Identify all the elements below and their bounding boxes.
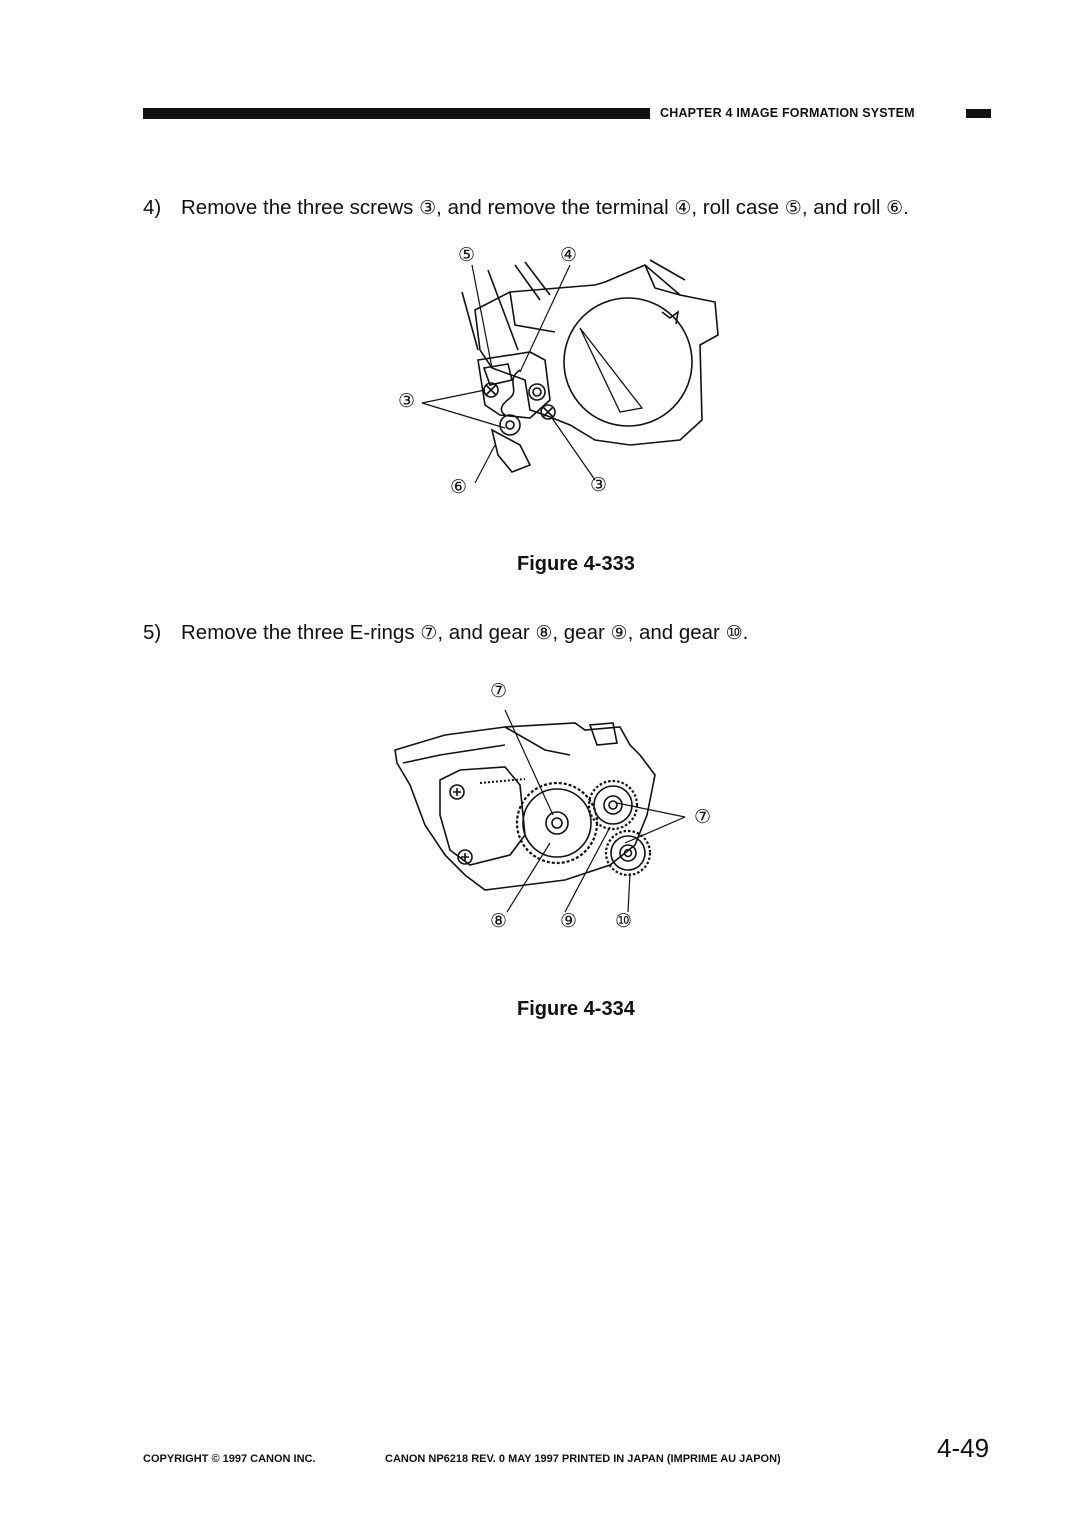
- callout-5-label: ⑤: [458, 244, 476, 266]
- callout-9-label: ⑨: [560, 910, 578, 932]
- callout-ref: ⑦: [420, 622, 438, 644]
- step-text: .: [742, 621, 749, 644]
- figure-roll-case-assembly: [380, 240, 730, 500]
- step-number: 4): [143, 196, 162, 219]
- callout-ref: ④: [674, 197, 692, 219]
- callout-4-label: ④: [560, 244, 578, 266]
- header-rule-right: [966, 109, 991, 118]
- page-number: 4-49: [937, 1433, 990, 1463]
- step-number: 5): [143, 621, 162, 644]
- header-rule-left: [143, 108, 650, 119]
- step-text: Remove the three E-rings: [181, 621, 421, 644]
- callout-8-label: ⑧: [490, 910, 508, 932]
- callout-ref: ⑩: [725, 622, 743, 644]
- figure-caption: Figure 4-333: [517, 553, 635, 575]
- step-text: , and gear: [437, 621, 536, 644]
- chapter-title: CHAPTER 4 IMAGE FORMATION SYSTEM: [660, 106, 915, 120]
- callout-3-label: ③: [590, 474, 608, 496]
- footer-copyright: COPYRIGHT © 1997 CANON INC.: [143, 1453, 316, 1465]
- roll-case-drawing: [380, 240, 730, 500]
- step-text: , and remove the terminal: [436, 196, 675, 219]
- callout-6-label: ⑥: [450, 476, 468, 498]
- callout-ref: ⑨: [610, 622, 628, 644]
- footer-publication-info: CANON NP6218 REV. 0 MAY 1997 PRINTED IN JAPAN (IMPRIME AU JAPON): [385, 1453, 781, 1465]
- callout-ref: ⑤: [784, 197, 802, 219]
- gear-train-drawing: [385, 675, 725, 940]
- figure-caption: Figure 4-334: [517, 998, 635, 1020]
- callout-ref: ⑧: [535, 622, 553, 644]
- callout-ref: ⑥: [886, 197, 904, 219]
- callout-3-label: ③: [398, 390, 416, 412]
- step-text: .: [903, 196, 909, 219]
- step-text: , and roll: [801, 196, 887, 219]
- step-4-instruction: [143, 196, 909, 220]
- step-text: Remove the three screws: [181, 196, 420, 219]
- step-5-instruction: [143, 621, 748, 645]
- callout-ref: ③: [419, 197, 437, 219]
- step-text: , and gear: [627, 621, 726, 644]
- step-text: , roll case: [691, 196, 785, 219]
- step-text: , gear: [552, 621, 611, 644]
- callout-7-label: ⑦: [694, 806, 712, 828]
- callout-10-label: ⑩: [615, 910, 633, 932]
- callout-7-label: ⑦: [490, 680, 508, 702]
- figure-gear-assembly: [385, 675, 725, 940]
